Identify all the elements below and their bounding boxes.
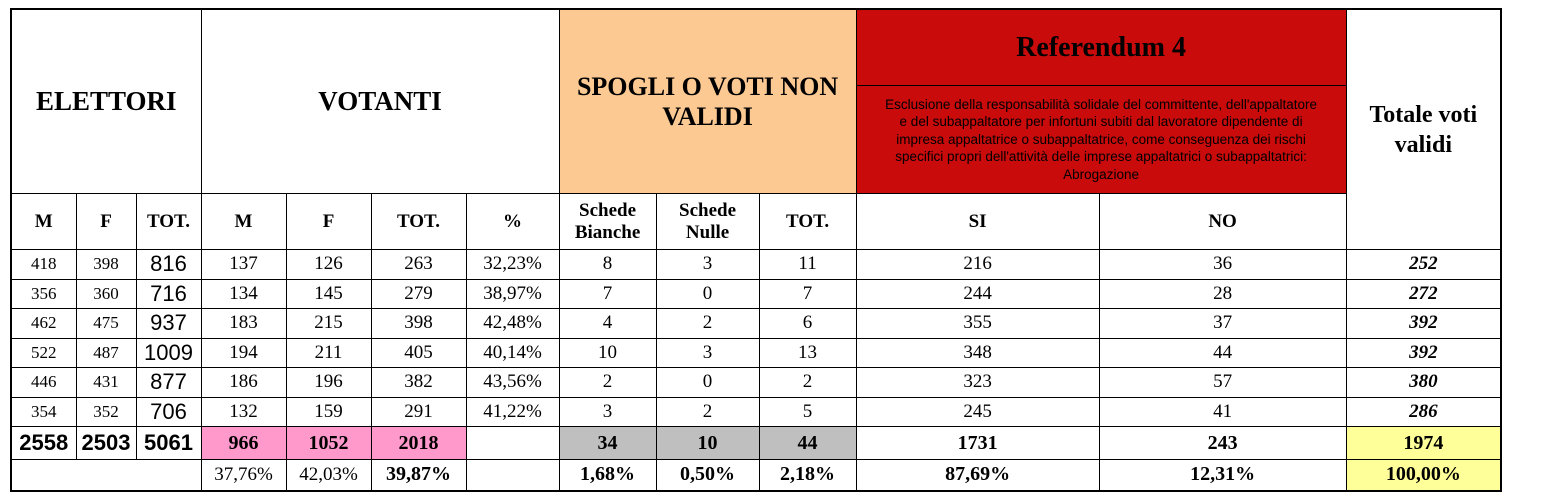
subheader-si: SI — [856, 194, 1099, 250]
table-row — [11, 397, 1501, 427]
table-body — [11, 250, 1501, 491]
percent-row — [11, 460, 1501, 491]
cell-votanti-pct: 42,48% — [466, 309, 559, 339]
percent-votanti-m: 37,76% — [201, 460, 286, 491]
subheader-row — [11, 194, 1501, 250]
cell-votanti-pct: 43,56% — [466, 368, 559, 398]
cell-schede-nulle: 2 — [656, 309, 759, 339]
subheader-schede-bianche: Schede Bianche — [559, 194, 656, 250]
cell-si: 244 — [856, 279, 1099, 309]
percent-votanti-pct — [466, 460, 559, 491]
subheader-votanti-m: M — [201, 194, 286, 250]
cell-elettori-f: 487 — [76, 338, 136, 368]
cell-elettori-f: 475 — [76, 309, 136, 339]
table-row — [11, 309, 1501, 339]
header-spogli: SPOGLI O VOTI NON VALIDI — [559, 9, 856, 194]
cell-totale-voti-validi: 380 — [1346, 368, 1501, 398]
cell-elettori-tot: 1009 — [136, 338, 201, 368]
subheader-no: NO — [1099, 194, 1346, 250]
percent-votanti-tot: 39,87% — [371, 460, 466, 491]
subheader-votanti-f: F — [286, 194, 371, 250]
cell-schede-bianche: 8 — [559, 250, 656, 280]
cell-votanti-pct: 41,22% — [466, 397, 559, 427]
subheader-votanti-pct: % — [466, 194, 559, 250]
total-elettori-m: 2558 — [11, 427, 76, 460]
cell-spogli-tot: 6 — [759, 309, 856, 339]
cell-elettori-tot: 706 — [136, 397, 201, 427]
cell-elettori-m: 462 — [11, 309, 76, 339]
cell-no: 37 — [1099, 309, 1346, 339]
subheader-elettori-m: M — [11, 194, 76, 250]
cell-elettori-f: 360 — [76, 279, 136, 309]
cell-si: 348 — [856, 338, 1099, 368]
header-referendum — [856, 9, 1346, 194]
percent-schede-nulle: 0,50% — [656, 460, 759, 491]
cell-votanti-pct: 32,23% — [466, 250, 559, 280]
subheader-spogli-tot: TOT. — [759, 194, 856, 250]
cell-elettori-m: 354 — [11, 397, 76, 427]
table-row — [11, 250, 1501, 280]
table-row — [11, 338, 1501, 368]
cell-no: 44 — [1099, 338, 1346, 368]
subheader-elettori-f: F — [76, 194, 136, 250]
cell-schede-nulle: 0 — [656, 279, 759, 309]
cell-no: 41 — [1099, 397, 1346, 427]
cell-votanti-m: 137 — [201, 250, 286, 280]
referendum-description: Esclusione della responsabilità solidale del committente, dell'appaltatore e del subappaltatore per infortuni subiti dal lavoratore dipendente di impresa appaltatrice o subappaltatrice, come conseguenza dei rischi specifici propri dell'attività delle imprese appaltatrici o subappaltatrici: Abrogazione — [885, 96, 1317, 182]
table-row — [11, 279, 1501, 309]
cell-schede-nulle: 3 — [656, 338, 759, 368]
cell-spogli-tot: 7 — [759, 279, 856, 309]
cell-si: 245 — [856, 397, 1099, 427]
cell-no: 28 — [1099, 279, 1346, 309]
cell-votanti-pct: 40,14% — [466, 338, 559, 368]
cell-votanti-m: 134 — [201, 279, 286, 309]
percent-votanti-f: 42,03% — [286, 460, 371, 491]
subheader-votanti-tot: TOT. — [371, 194, 466, 250]
cell-votanti-f: 215 — [286, 309, 371, 339]
cell-elettori-tot: 937 — [136, 309, 201, 339]
cell-schede-bianche: 2 — [559, 368, 656, 398]
cell-schede-nulle: 3 — [656, 250, 759, 280]
cell-schede-bianche: 3 — [559, 397, 656, 427]
total-totale-voti-validi: 1974 — [1346, 427, 1501, 460]
percent-elettori-merged — [11, 460, 201, 491]
cell-totale-voti-validi: 286 — [1346, 397, 1501, 427]
cell-votanti-pct: 38,97% — [466, 279, 559, 309]
header-totale-voti-validi: Totale voti validi — [1346, 9, 1501, 250]
cell-elettori-m: 356 — [11, 279, 76, 309]
cell-votanti-tot: 279 — [371, 279, 466, 309]
cell-votanti-m: 194 — [201, 338, 286, 368]
percent-spogli-tot: 2,18% — [759, 460, 856, 491]
cell-votanti-m: 186 — [201, 368, 286, 398]
total-no: 243 — [1099, 427, 1346, 460]
subheader-schede-nulle: Schede Nulle — [656, 194, 759, 250]
cell-totale-voti-validi: 392 — [1346, 309, 1501, 339]
cell-votanti-f: 211 — [286, 338, 371, 368]
cell-votanti-m: 183 — [201, 309, 286, 339]
percent-si: 87,69% — [856, 460, 1099, 491]
cell-schede-nulle: 2 — [656, 397, 759, 427]
total-votanti-tot: 2018 — [371, 427, 466, 460]
cell-spogli-tot: 13 — [759, 338, 856, 368]
total-elettori-tot: 5061 — [136, 427, 201, 460]
cell-elettori-m: 446 — [11, 368, 76, 398]
cell-elettori-tot: 877 — [136, 368, 201, 398]
cell-no: 57 — [1099, 368, 1346, 398]
cell-spogli-tot: 2 — [759, 368, 856, 398]
total-elettori-f: 2503 — [76, 427, 136, 460]
cell-elettori-f: 398 — [76, 250, 136, 280]
cell-spogli-tot: 11 — [759, 250, 856, 280]
cell-elettori-m: 418 — [11, 250, 76, 280]
cell-totale-voti-validi: 392 — [1346, 338, 1501, 368]
cell-schede-bianche: 4 — [559, 309, 656, 339]
cell-si: 216 — [856, 250, 1099, 280]
cell-votanti-f: 145 — [286, 279, 371, 309]
total-spogli-tot: 44 — [759, 427, 856, 460]
header-votanti: VOTANTI — [201, 9, 559, 194]
cell-elettori-tot: 716 — [136, 279, 201, 309]
cell-votanti-tot: 291 — [371, 397, 466, 427]
cell-votanti-f: 126 — [286, 250, 371, 280]
cell-schede-nulle: 0 — [656, 368, 759, 398]
cell-elettori-f: 352 — [76, 397, 136, 427]
results-table — [10, 8, 1502, 492]
cell-elettori-tot: 816 — [136, 250, 201, 280]
cell-schede-bianche: 7 — [559, 279, 656, 309]
total-schede-nulle: 10 — [656, 427, 759, 460]
cell-votanti-f: 159 — [286, 397, 371, 427]
total-votanti-m: 966 — [201, 427, 286, 460]
cell-votanti-tot: 405 — [371, 338, 466, 368]
cell-si: 355 — [856, 309, 1099, 339]
total-si: 1731 — [856, 427, 1099, 460]
total-votanti-f: 1052 — [286, 427, 371, 460]
cell-totale-voti-validi: 252 — [1346, 250, 1501, 280]
percent-schede-bianche: 1,68% — [559, 460, 656, 491]
cell-elettori-f: 431 — [76, 368, 136, 398]
cell-votanti-m: 132 — [201, 397, 286, 427]
cell-spogli-tot: 5 — [759, 397, 856, 427]
percent-no: 12,31% — [1099, 460, 1346, 491]
cell-schede-bianche: 10 — [559, 338, 656, 368]
totals-row — [11, 427, 1501, 460]
total-votanti-pct — [466, 427, 559, 460]
total-schede-bianche: 34 — [559, 427, 656, 460]
cell-votanti-tot: 398 — [371, 309, 466, 339]
subheader-elettori-tot: TOT. — [136, 194, 201, 250]
table-row — [11, 368, 1501, 398]
cell-si: 323 — [856, 368, 1099, 398]
cell-elettori-m: 522 — [11, 338, 76, 368]
cell-votanti-f: 196 — [286, 368, 371, 398]
cell-no: 36 — [1099, 250, 1346, 280]
cell-votanti-tot: 382 — [371, 368, 466, 398]
cell-totale-voti-validi: 272 — [1346, 279, 1501, 309]
header-elettori: ELETTORI — [11, 9, 201, 194]
percent-totale-voti-validi: 100,00% — [1346, 460, 1501, 491]
referendum-title: Referendum 4 — [857, 10, 1346, 86]
cell-votanti-tot: 263 — [371, 250, 466, 280]
